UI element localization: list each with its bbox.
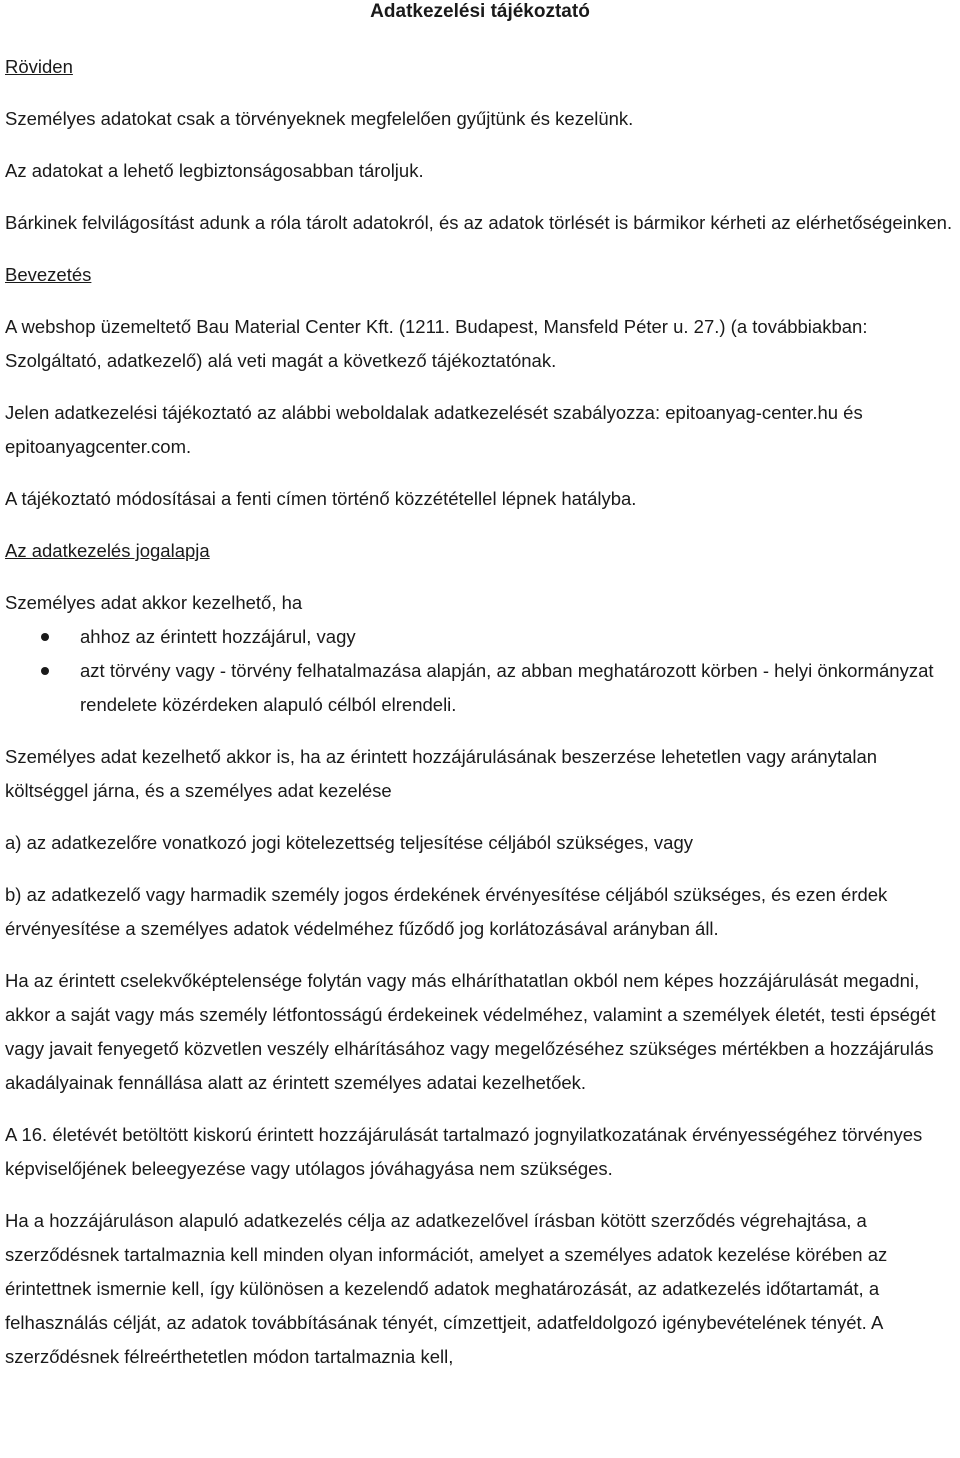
- paragraph: A 16. életévét betöltött kiskorú érintett hozzájárulását tartalmazó jognyilatkozatának érvényességéhez törvényes képviselőjének beleegyezése vagy utólagos jóváhagyása nem szükséges.: [5, 1124, 923, 1179]
- document-title: Adatkezelési tájékoztató: [370, 1, 590, 22]
- paragraph: Az adatokat a lehető legbiztonságosabban tároljuk.: [5, 160, 424, 181]
- heading-jogalap: Az adatkezelés jogalapja: [5, 540, 210, 561]
- paragraph: Ha az érintett cselekvőképtelensége folytán vagy más elháríthatatlan okból nem képes hozzájárulását megadni, akkor a saját vagy más személy létfontosságú érdekeinek védelméhez, valamint a személyek életét, testi épségét vagy javait fenyegető közvetlen veszély elhárításához vagy megelőzéséhez szükséges mértékben a hozzájárulás akadályainak fennállása alatt az érintett személyes adatai kezelhetőek.: [5, 970, 936, 1093]
- heading-bevezetes: Bevezetés: [5, 264, 92, 285]
- heading-roviden: Röviden: [5, 56, 73, 77]
- paragraph: Személyes adatokat csak a törvényeknek megfelelően gyűjtünk és kezelünk.: [5, 108, 634, 129]
- paragraph: Jelen adatkezelési tájékoztató az alábbi weboldalak adatkezelését szabályozza: epitoanyag-center.hu és epitoanyagcenter.com.: [5, 402, 863, 457]
- list-item: [5, 620, 955, 654]
- bullet-icon: [41, 667, 49, 675]
- paragraph: A tájékoztató módosításai a fenti címen történő közzététellel lépnek hatályba.: [5, 488, 637, 509]
- paragraph: Bárkinek felvilágosítást adunk a róla tárolt adatokról, és az adatok törlését is bármikor kérheti az elérhetőségeinken.: [5, 212, 953, 233]
- bullet-list: [5, 620, 955, 722]
- list-item-text: azt törvény vagy - törvény felhatalmazása alapján, az abban meghatározott körben - helyi önkormányzat rendelete közérdeken alapuló célból elrendeli.: [80, 660, 934, 715]
- paragraph: Személyes adat kezelhető akkor is, ha az érintett hozzájárulásának beszerzése lehetetlen vagy aránytalan költséggel járna, és a személyes adat kezelése: [5, 746, 878, 801]
- document-page: [5, 0, 955, 1374]
- paragraph: a) az adatkezelőre vonatkozó jogi kötelezettség teljesítése céljából szükséges, vagy: [5, 832, 693, 853]
- paragraph: A webshop üzemeltető Bau Material Center Kft. (1211. Budapest, Mansfeld Péter u. 27.) (a továbbiakban: Szolgáltató, adatkezelő) alá veti magát a következő tájékoztatónak.: [5, 316, 868, 371]
- paragraph: b) az adatkezelő vagy harmadik személy jogos érdekének érvényesítése céljából szükséges, és ezen érdek érvényesítése a személyes adatok védelméhez fűződő jog korlátozásával arányban áll.: [5, 884, 888, 939]
- paragraph: Személyes adat akkor kezelhető, ha: [5, 592, 303, 613]
- list-item: [5, 654, 955, 722]
- list-item-text: ahhoz az érintett hozzájárul, vagy: [80, 626, 356, 647]
- paragraph: Ha a hozzájáruláson alapuló adatkezelés célja az adatkezelővel írásban kötött szerződés végrehajtása, a szerződésnek tartalmaznia kell minden olyan információt, amelyet a személyes adatok kezelése körében az érintettnek ismernie kell, így különösen a kezelendő adatok meghatározását, az adatkezelés időtartamát, a felhasználás célját, az adatok továbbításának tényét, címzettjeit, adatfeldolgozó igénybevételének tényét. A szerződésnek félreérthetetlen módon tartalmaznia kell,: [5, 1210, 888, 1367]
- bullet-icon: [41, 633, 49, 641]
